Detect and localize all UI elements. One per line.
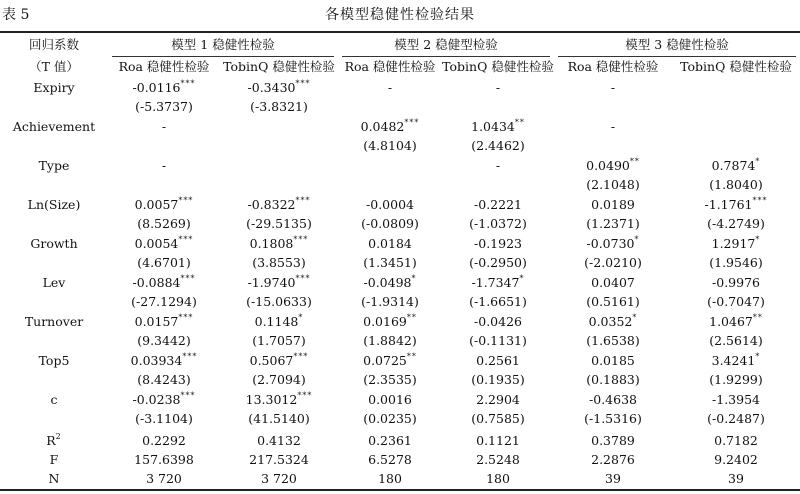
t-value-cell	[108, 176, 220, 194]
coefficient-value: 0.0054	[134, 236, 179, 251]
coefficient-cell	[554, 313, 672, 331]
row-label: Ln(Size)	[27, 197, 81, 212]
coefficient-value: -0.9976	[712, 275, 760, 290]
subcol-header: Roa 稳健性检验	[567, 59, 659, 74]
t-value-cell: (-3.1104)	[135, 411, 193, 426]
t-value-cell: (-0.2950)	[469, 255, 527, 270]
stat-value-cell: 0.1121	[476, 433, 520, 448]
coefficient-cell	[554, 391, 672, 409]
coefficient-value: 0.1808	[249, 236, 294, 251]
coefficient-cell	[442, 157, 554, 175]
t-value-cell: (1.8842)	[363, 333, 417, 348]
t-value-cell: (-1.0372)	[469, 216, 527, 231]
model-2-underline	[342, 56, 550, 57]
t-value-cell	[672, 137, 800, 155]
coefficient-cell	[220, 274, 338, 292]
t-value-cell	[108, 137, 220, 155]
coefficient-cell	[554, 118, 672, 136]
t-value-cell: (-5.3737)	[135, 99, 193, 114]
stat-label	[0, 451, 108, 469]
significance-stars: ***	[178, 235, 194, 244]
coefficient-cell	[220, 352, 338, 370]
coefficient-cell	[338, 313, 442, 331]
t-value-cell: (-0.7047)	[707, 294, 765, 309]
stat-label-text: F	[49, 452, 59, 467]
t-value-cell	[220, 176, 338, 194]
stat-label	[0, 470, 108, 488]
t-value-cell	[442, 176, 554, 194]
t-value-cell: (41.5140)	[248, 411, 310, 426]
coefficient-cell	[672, 235, 800, 253]
coefficient-value: -0.0116	[132, 80, 181, 95]
stat-value-cell: 2.2876	[591, 452, 635, 467]
coefficient-value: 0.7874	[711, 158, 756, 173]
coefficient-cell	[220, 391, 338, 409]
coefficient-value: 13.3012	[245, 392, 298, 407]
row-label-header: 回归系数	[28, 37, 79, 52]
t-value-cell: (0.1883)	[586, 372, 640, 387]
coefficient-value: -	[495, 80, 501, 95]
t-value-cell: (0.5161)	[586, 294, 640, 309]
significance-stars: **	[752, 313, 763, 322]
stat-value-cell: 180	[486, 471, 510, 486]
significance-stars: *	[634, 235, 640, 244]
significance-stars: ***	[180, 391, 196, 400]
coefficient-value: -0.2221	[474, 197, 522, 212]
coefficient-cell	[338, 157, 442, 175]
significance-stars: ***	[178, 196, 194, 205]
coefficient-cell	[220, 118, 338, 136]
stat-value-cell: 6.5278	[368, 452, 412, 467]
significance-stars: ***	[295, 79, 311, 88]
t-value-cell: (1.9546)	[709, 255, 763, 270]
coefficient-value: -1.7347	[471, 275, 520, 290]
significance-stars: **	[514, 118, 525, 127]
coefficient-value: 0.0016	[368, 392, 412, 407]
model-1-underline	[112, 56, 334, 57]
t-value-cell: (2.7094)	[252, 372, 306, 387]
coefficient-value: 0.03934	[130, 353, 183, 368]
table-label: 表 5	[2, 7, 30, 23]
coefficient-value: 0.5067	[249, 353, 294, 368]
coefficient-value: 2.2904	[476, 392, 520, 407]
t-value-cell: (0.0235)	[363, 411, 417, 426]
t-value-cell: (-2.0210)	[584, 255, 642, 270]
t-value-cell: (-29.5135)	[246, 216, 312, 231]
significance-stars: *	[519, 274, 525, 283]
coefficient-cell	[672, 118, 800, 136]
stat-label-text: N	[48, 471, 60, 486]
model-1-header: 模型 1 稳健性检验	[171, 37, 275, 52]
t-value-cell: (0.1935)	[471, 372, 525, 387]
t-value-cell: (1.3451)	[363, 255, 417, 270]
subcol-header: TobinQ 稳健性检验	[223, 59, 335, 74]
t-value-cell	[338, 176, 442, 194]
coefficient-cell	[108, 274, 220, 292]
row-label: Turnover	[24, 314, 84, 329]
coefficient-value: -	[387, 80, 393, 95]
row-label: Growth	[30, 236, 78, 251]
coefficient-cell	[338, 196, 442, 214]
significance-stars: *	[632, 313, 638, 322]
t-value-cell: (4.8104)	[363, 138, 417, 153]
coefficient-value: 0.0352	[588, 314, 633, 329]
stat-value-cell: 3 720	[261, 471, 297, 486]
coefficient-cell	[108, 118, 220, 136]
stat-value-cell: 39	[605, 471, 621, 486]
significance-stars: **	[629, 157, 640, 166]
stat-value-cell: 0.3789	[591, 433, 635, 448]
coefficient-cell	[442, 274, 554, 292]
coefficient-value: -0.0238	[132, 392, 181, 407]
coefficient-value: 0.0057	[134, 197, 179, 212]
coefficient-cell	[108, 352, 220, 370]
stat-value-cell: 2.5248	[476, 452, 520, 467]
coefficient-cell	[338, 235, 442, 253]
coefficient-cell	[672, 79, 800, 97]
significance-stars: ***	[182, 352, 198, 361]
bottom-rule	[0, 489, 800, 491]
coefficient-value: -	[610, 80, 616, 95]
coefficient-cell	[554, 157, 672, 175]
coefficient-value: 0.0490	[586, 158, 630, 173]
coefficient-cell	[442, 391, 554, 409]
coefficient-cell	[108, 391, 220, 409]
coefficient-value: -0.0426	[474, 314, 522, 329]
t-value-cell: (4.6701)	[137, 255, 191, 270]
significance-stars: *	[298, 313, 304, 322]
t-value-cell: (-4.2749)	[707, 216, 765, 231]
coefficient-value: -0.0004	[366, 197, 414, 212]
coefficient-value: 0.0189	[591, 197, 635, 212]
stat-value-cell: 157.6398	[134, 452, 194, 467]
coefficient-cell	[442, 118, 554, 136]
coefficient-cell	[554, 235, 672, 253]
coefficient-value: -1.9740	[247, 275, 296, 290]
significance-stars: ***	[180, 79, 196, 88]
stat-label	[0, 432, 108, 450]
significance-stars: *	[411, 274, 417, 283]
t-value-cell: (3.8553)	[252, 255, 306, 270]
t-value-cell: (-3.8321)	[250, 99, 308, 114]
row-label-header-sub: （T 值）	[29, 59, 79, 74]
coefficient-value: -0.8322	[247, 197, 296, 212]
coefficient-cell	[442, 235, 554, 253]
coefficient-cell	[108, 196, 220, 214]
row-label: Top5	[38, 353, 70, 368]
t-value-cell	[442, 98, 554, 116]
coefficient-cell	[554, 352, 672, 370]
stat-label-text: R	[46, 433, 56, 448]
coefficient-cell	[220, 313, 338, 331]
coefficient-value: 0.1148	[254, 314, 299, 329]
table-title: 各模型稳健性检验结果	[325, 7, 475, 23]
coefficient-value: -1.1761	[704, 197, 753, 212]
t-value-cell: (2.5614)	[709, 333, 763, 348]
significance-stars: ***	[295, 274, 311, 283]
t-value-cell: (8.4243)	[137, 372, 191, 387]
t-value-cell: (0.7585)	[471, 411, 525, 426]
coefficient-value: 0.0407	[591, 275, 635, 290]
coefficient-value: 0.0482	[360, 119, 405, 134]
coefficient-value: 1.0434	[471, 119, 515, 134]
significance-stars: ***	[293, 235, 309, 244]
coefficient-cell	[220, 235, 338, 253]
subcol-header: TobinQ 稳健性检验	[442, 59, 554, 74]
subcol-header: Roa 稳健性检验	[344, 59, 436, 74]
t-value-cell: (-27.1294)	[131, 294, 197, 309]
coefficient-value: -	[161, 119, 167, 134]
coefficient-cell	[442, 196, 554, 214]
t-value-cell: (2.3535)	[363, 372, 417, 387]
coefficient-cell	[554, 196, 672, 214]
coefficient-value: -1.3954	[712, 392, 760, 407]
stat-value-cell: 180	[378, 471, 402, 486]
coefficient-cell	[442, 352, 554, 370]
coefficient-cell	[672, 196, 800, 214]
coefficient-value: -0.3430	[247, 80, 296, 95]
t-value-cell	[338, 98, 442, 116]
coefficient-value: 0.2561	[476, 353, 520, 368]
stat-value-cell: 3 720	[146, 471, 182, 486]
subcol-header: Roa 稳健性检验	[118, 59, 210, 74]
coefficient-cell	[554, 79, 672, 97]
coefficient-value: -0.0730	[586, 236, 635, 251]
t-value-cell: (1.7057)	[252, 333, 306, 348]
row-label: Achievement	[12, 119, 96, 134]
row-label: Type	[38, 158, 70, 173]
stat-value-cell: 39	[728, 471, 744, 486]
coefficient-cell	[220, 196, 338, 214]
significance-stars: *	[755, 157, 761, 166]
t-value-cell: (1.6538)	[586, 333, 640, 348]
coefficient-value: -0.0884	[132, 275, 181, 290]
t-value-cell: (-0.2487)	[707, 411, 765, 426]
significance-stars: *	[755, 235, 761, 244]
coefficient-cell	[672, 352, 800, 370]
model-2-header: 模型 2 稳健型检验	[394, 37, 498, 52]
significance-stars: **	[406, 352, 417, 361]
model-3-header: 模型 3 稳健性检验	[625, 37, 729, 52]
significance-stars: ***	[178, 313, 194, 322]
t-value-cell: (2.4462)	[471, 138, 525, 153]
t-value-cell: (-0.1131)	[469, 333, 527, 348]
t-value-cell: (-15.0633)	[246, 294, 312, 309]
coefficient-value: 1.0467	[709, 314, 753, 329]
stat-value-cell: 0.4132	[257, 433, 301, 448]
subcol-header: TobinQ 稳健性检验	[680, 59, 792, 74]
significance-stars: ***	[404, 118, 420, 127]
coefficient-cell	[220, 157, 338, 175]
stat-label-superscript: 2	[55, 432, 62, 441]
coefficient-value: -	[161, 158, 167, 173]
coefficient-cell	[672, 313, 800, 331]
significance-stars: ***	[180, 274, 196, 283]
coefficient-cell	[108, 235, 220, 253]
stat-value-cell: 217.5324	[249, 452, 309, 467]
t-value-cell	[554, 137, 672, 155]
row-label: c	[50, 392, 58, 407]
t-value-cell: (1.9299)	[709, 372, 763, 387]
t-value-cell: (9.3442)	[137, 333, 191, 348]
coefficient-value: 0.0184	[368, 236, 412, 251]
coefficient-cell	[672, 391, 800, 409]
t-value-cell: (2.1048)	[586, 177, 640, 192]
stat-value-cell: 0.2292	[142, 433, 186, 448]
coefficient-cell	[672, 274, 800, 292]
coefficient-value: -0.4638	[589, 392, 637, 407]
stat-value-cell: 9.2402	[714, 452, 758, 467]
significance-stars: **	[406, 313, 417, 322]
t-value-cell: (-1.6651)	[469, 294, 527, 309]
coefficient-value: 0.0725	[363, 353, 407, 368]
coefficient-cell	[442, 313, 554, 331]
significance-stars: ***	[297, 391, 313, 400]
stat-value-cell: 0.2361	[368, 433, 412, 448]
significance-stars: ***	[752, 196, 768, 205]
coefficient-cell	[672, 157, 800, 175]
stat-value-cell: 0.7182	[714, 433, 758, 448]
coefficient-value: 0.0169	[363, 314, 407, 329]
coefficient-cell	[442, 79, 554, 97]
t-value-cell: (-1.9314)	[361, 294, 419, 309]
coefficient-cell	[220, 79, 338, 97]
coefficient-value: -	[610, 119, 616, 134]
t-value-cell: (1.8040)	[709, 177, 763, 192]
coefficient-value: 3.4241	[711, 353, 756, 368]
significance-stars: ***	[295, 196, 311, 205]
significance-stars: ***	[293, 352, 309, 361]
coefficient-value: -0.1923	[474, 236, 522, 251]
row-label: Lev	[42, 275, 66, 290]
t-value-cell: (8.5269)	[137, 216, 191, 231]
coefficient-cell	[338, 352, 442, 370]
coefficient-cell	[338, 274, 442, 292]
coefficient-value: 0.0185	[591, 353, 635, 368]
coefficient-cell	[108, 157, 220, 175]
coefficient-value: -0.0498	[363, 275, 412, 290]
row-label: Expiry	[33, 80, 75, 95]
coefficient-cell	[108, 79, 220, 97]
coefficient-value: 1.2917	[711, 236, 756, 251]
t-value-cell: (-1.5316)	[584, 411, 642, 426]
t-value-cell	[672, 98, 800, 116]
coefficient-cell	[338, 391, 442, 409]
coefficient-cell	[554, 274, 672, 292]
top-rule	[0, 31, 800, 33]
model-3-underline	[558, 56, 796, 57]
coefficient-cell	[338, 79, 442, 97]
coefficient-value: 0.0157	[134, 314, 179, 329]
t-value-cell: (-0.0809)	[361, 216, 419, 231]
coefficient-cell	[338, 118, 442, 136]
coefficient-value: -	[495, 158, 501, 173]
coefficient-cell	[108, 313, 220, 331]
t-value-cell	[554, 98, 672, 116]
significance-stars: *	[755, 352, 761, 361]
t-value-cell	[220, 137, 338, 155]
t-value-cell: (1.2371)	[586, 216, 640, 231]
